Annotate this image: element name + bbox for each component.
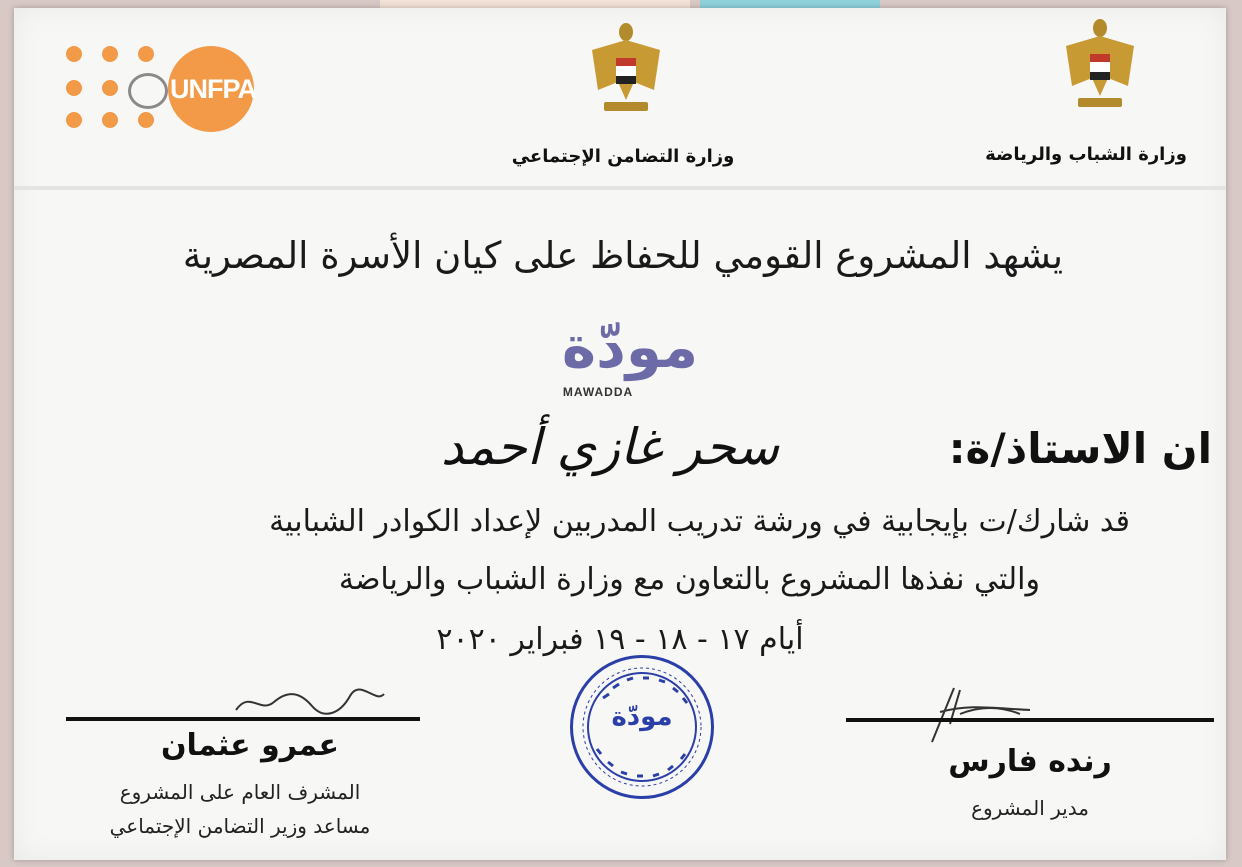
header-divider	[14, 186, 1226, 190]
official-stamp	[570, 655, 714, 799]
participation-text: قد شارك/ت بإيجابية في ورشة تدريب المدربين لإعداد الكوادر الشبابية	[269, 504, 1130, 539]
left-signatory-name: عمرو عثمان	[160, 728, 340, 763]
left-signatory-title: المشرف العام على المشروع	[119, 780, 361, 804]
left-signatory-title: مساعد وزير التضامن الإجتماعي	[109, 814, 371, 838]
unfpa-logo-text: UNFPA	[170, 74, 256, 104]
ministry-social-solidarity-label: وزارة التضامن الإجتماعي	[511, 146, 735, 167]
recipient-name-handwritten: سحر غازي أحمد	[440, 418, 780, 476]
egypt-eagle-emblem-icon	[588, 20, 664, 116]
implementation-text: والتي نفذها المشروع بالتعاون مع وزارة الشباب والرياضة	[338, 562, 1040, 597]
certify-statement: يشهد المشروع القومي للحفاظ على كيان الأسرة المصرية	[182, 234, 1064, 277]
ministry-youth-sports-label: وزارة الشباب والرياضة	[985, 144, 1187, 165]
handwritten-signature	[920, 684, 1040, 748]
right-signatory-name: رنده فارس	[948, 744, 1112, 779]
workshop-dates: أيام ١٧ - ١٨ - ١٩ فبراير ٢٠٢٠	[436, 622, 804, 657]
right-signatory-title: مدير المشروع	[971, 796, 1089, 820]
stamp-center-text: مودّة	[611, 702, 673, 732]
handwritten-signature	[230, 684, 390, 718]
egypt-eagle-emblem-icon	[1062, 16, 1138, 112]
signature-line	[66, 717, 420, 721]
mawadda-logo: مودّة	[561, 313, 699, 381]
mawadda-logo-english: MAWADDA	[562, 385, 634, 399]
recipient-label: ان الاستاذ/ة:	[948, 424, 1212, 473]
un-emblem-icon	[128, 73, 168, 109]
signature-line	[846, 718, 1214, 722]
